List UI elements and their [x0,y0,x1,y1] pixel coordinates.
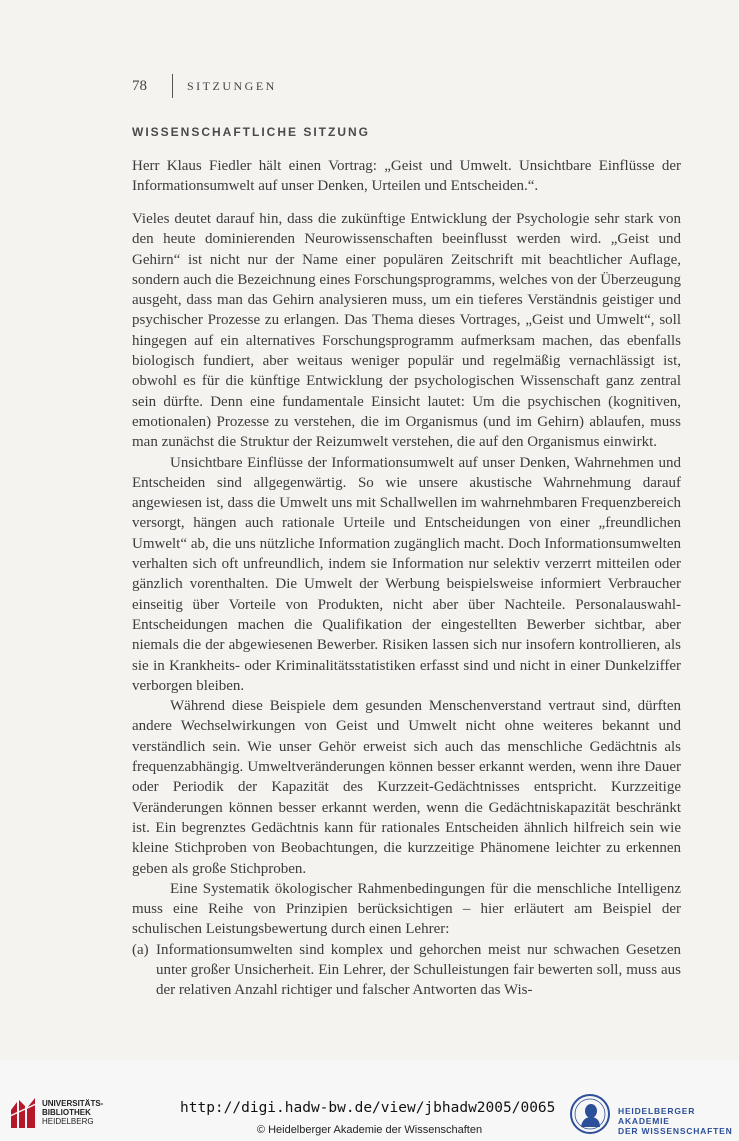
academy-name [618,1106,739,1136]
list-marker: (a) [132,941,149,958]
list-item-text: Informationsumwelten sind komplex und gehorchen meist nur schwachen Gesetzen unter großer Unsicherheit. Ein Lehrer, der Schulleistungen fair bewerten soll, muss aus der relativen Anzahl richtiger und falscher Antworten das Wis- [156,941,681,999]
academy-line-2: DER WISSENSCHAFTEN [618,1126,733,1136]
paragraph-4: Eine Systematik ökologischer Rahmenbedingungen für die menschliche Intelligenz muss eine Reihe von Prinzipien berücksichtigen – hier erläutert am Beispiel der schulischen Leistungsbewertung durch einen Lehrer: [132,880,681,938]
intro-text: Herr Klaus Fiedler hält einen Vortrag: „Geist und Umwelt. Unsichtbare Einflüsse der Informationsumwelt auf unser Denken, Urteilen und Entscheiden.“. [132,158,681,195]
header-divider [172,74,173,98]
section-title: WISSENSCHAFTLICHE SITZUNG [132,125,370,139]
library-line-1: UNIVERSITÄTS- [42,1099,104,1108]
running-title: SITZUNGEN [187,78,277,93]
list-item-a [132,940,681,1001]
paragraph-3: Während diese Beispiele dem gesunden Menschenverstand vertraut sind, dürften andere Wechselwirkungen von Geist und Umwelt nicht ohne weiteres bekannt und verständlich sein. Wie unser Gehör erweist sich auch das menschliche Gedächtnis als frequenzabhängig. Umweltveränderungen können besser erkannt werden, wenn ihre Dauer oder Periodik der Kapazität des Kurzzeit-Gedächtnisses entspricht. Kurzzeitige Veränderungen können besser erkannt werden, wenn die Gedächtniskapazität beschränkt ist. Ein begrenztes Gedächtnis kann für rationales Entscheiden ähnlich hilfreich sein wie kleine Stichproben von Beobachtungen, die kurzzeitige Phänomene leichter zu erkennen geben als große Stichproben. [132,698,681,877]
library-line-3: HEIDELBERG [42,1117,94,1126]
permalink-url[interactable]: http://digi.hadw-bw.de/view/jbhadw2005/0065 [180,1100,556,1116]
body-text [132,209,681,1001]
paragraph-1: Vieles deutet darauf hin, dass die zukünftige Entwicklung der Psychologie sehr stark von den heute dominierenden Neurowissenschaften beeinflusst werden wird. „Geist und Gehirn“ ist nicht nur der Name einer populären Zeitschrift mit beachtlicher Auflage, sondern auch die Bezeichnung eines Forschungsprogramms, welches von der Überzeugung ausgeht, dass man das Gehirn analysieren muss, um ein tieferes Verständnis geistiger und psychischer Prozesse zu erlangen. Das Thema dieses Vortrages, „Geist und Umwelt“, soll hingegen auf ein alternatives Forschungsprogramm aufmerksam machen, das ebenfalls biologisch fundiert, aber weitaus weniger populär und regelmäßig vernachlässigt ist, obwohl es für die künftige Entwicklung der psychologischen Wissenschaft ganz zentral sein dürfte. Denn eine fundamentale Einsicht lautet: Um die psychischen (kognitiven, emotionalen) Prozesse zu verstehen, die im Organismus (und im Gehirn) ablaufen, muss man zunächst die Struktur der Reizumwelt verstehen, die auf den Organismus einwirkt. [132,211,682,451]
page-number: 78 [132,77,147,94]
footer-bar [0,1060,739,1141]
intro-paragraph [132,156,681,197]
library-line-2: BIBLIOTHEK [42,1108,91,1117]
page-header [132,76,277,96]
copyright-notice: © Heidelberger Akademie der Wissenschaften [256,1124,483,1136]
academy-seal-icon [570,1094,610,1134]
paragraph-2: Unsichtbare Einflüsse der Informationsumwelt auf unser Denken, Wahrnehmen und Entscheiden sind allgegenwärtig. So wie unsere akustische Wahrnehmung darauf angewiesen ist, dass die Umwelt uns mit Schallwellen im wahrnehmbaren Frequenzbereich versorgt, hängen auch rationale Urteile und Entscheidungen von einer „freundlichen Umwelt“ ab, die uns nützliche Information zugänglich macht. Doch Informationsumwelten verhalten sich oft unfreundlich, indem sie Information nur selektiv verzerrt mitteilen oder gänzlich vorenthalten. Die Umwelt der Werbung beispielsweise informiert Verbraucher einseitig über Vorteile von Produkten, nicht aber über Nachteile. Personalauswahl-Entscheidungen machen die Qualifikation der eingestellten Bewerber sichtbar, aber niemals die der abgewiesenen Bewerber. Risiken lassen sich nur insofern kontrollieren, als sie in Krankheits- oder Kriminalitätsstatistiken erfasst sind und nicht in einer Dunkelziffer verborgen bleiben. [132,454,681,694]
library-name [42,1099,103,1126]
academy-line-1: HEIDELBERGER AKADEMIE [618,1106,696,1126]
